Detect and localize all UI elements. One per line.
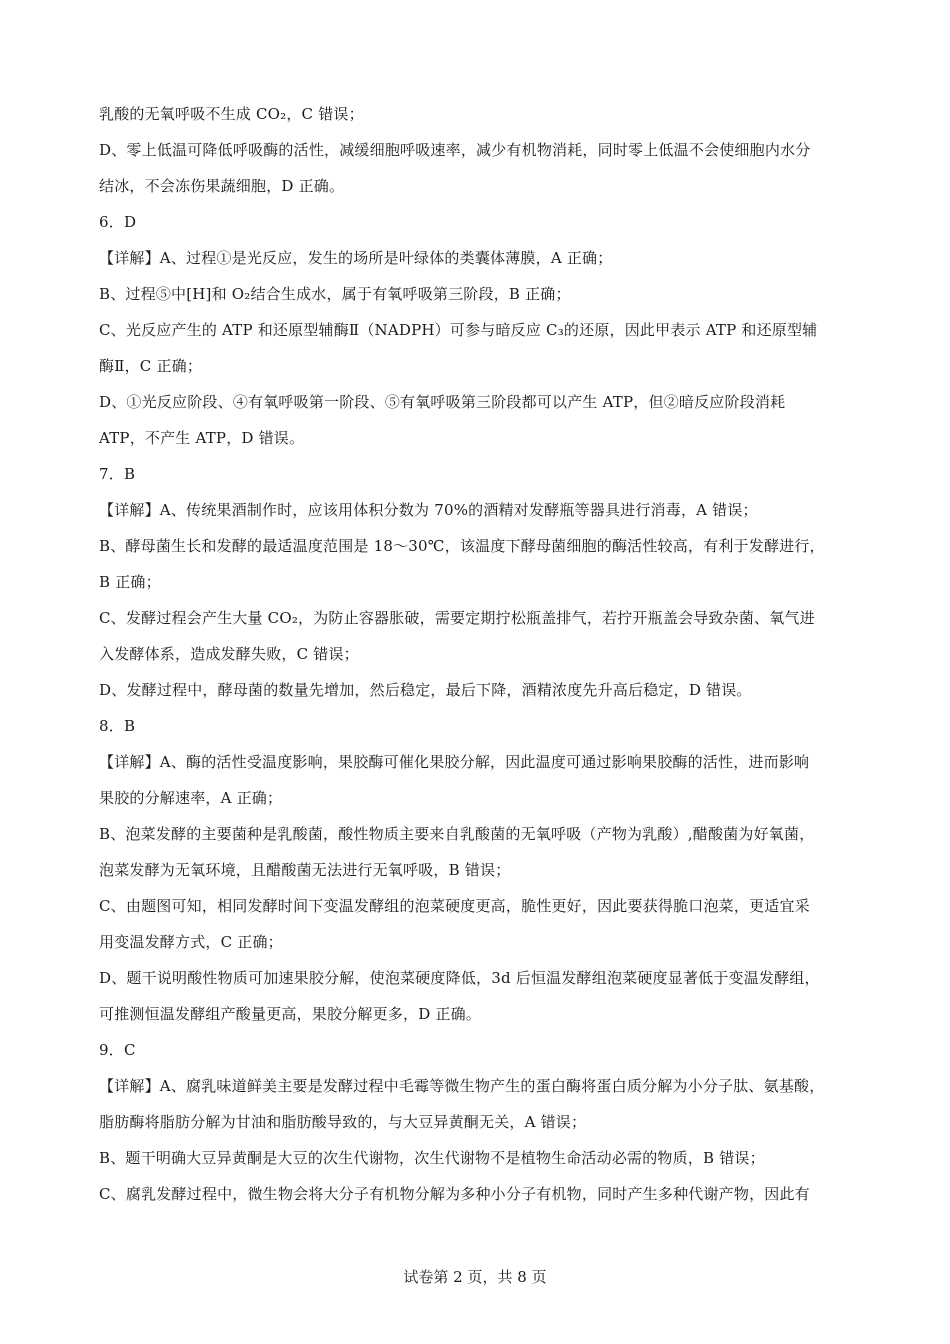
text-line: 乳酸的无氧呼吸不生成 CO₂，C 错误；	[99, 105, 364, 123]
text-line: C、腐乳发酵过程中，微生物会将大分子有机物分解为多种小分子有机物，同时产生多种代谢产物，因此有	[99, 1185, 810, 1203]
text-line: D、①光反应阶段、④有氧呼吸第一阶段、⑤有氧呼吸第三阶段都可以产生 ATP，但②暗反应阶段消耗	[99, 393, 786, 411]
text-line: 酶Ⅱ，C 正确；	[99, 357, 203, 375]
text-line: C、光反应产生的 ATP 和还原型辅酶Ⅱ（NADPH）可参与暗反应 C₃的还原，因此甲表示 ATP 和还原型辅	[99, 321, 818, 339]
text-line: D、零上低温可降低呼吸酶的活性，减缓细胞呼吸速率，减少有机物消耗，同时零上低温不会使细胞内水分	[99, 141, 811, 159]
text-line: 泡菜发酵为无氧环境，且醋酸菌无法进行无氧呼吸，B 错误；	[99, 861, 511, 879]
text-line: 可推测恒温发酵组产酸量更高，果胶分解更多，D 正确。	[99, 1005, 481, 1023]
text-line: 脂肪酶将脂肪分解为甘油和脂肪酸导致的，与大豆异黄酮无关，A 错误；	[99, 1113, 587, 1131]
text-line: 入发酵体系，造成发酵失败，C 错误；	[99, 645, 359, 663]
page-footer: 试卷第 2 页，共 8 页	[403, 1268, 547, 1286]
text-line: B、酵母菌生长和发酵的最适温度范围是 18～30℃，该温度下酵母菌细胞的酶活性较高，有利于发酵进行，	[99, 537, 825, 555]
text-line: B、过程⑤中[H]和 O₂结合生成水，属于有氧呼吸第三阶段，B 正确；	[99, 285, 571, 303]
text-line: C、发酵过程会产生大量 CO₂，为防止容器胀破，需要定期拧松瓶盖排气，若拧开瓶盖会导致杂菌、氧气进	[99, 609, 815, 627]
answer-explanation-text	[99, 96, 859, 1212]
text-line: 【详解】A、腐乳味道鲜美主要是发酵过程中毛霉等微生物产生的蛋白酶将蛋白质分解为小分子肽、氨基酸，	[99, 1077, 825, 1095]
text-line: 9．C	[99, 1041, 136, 1059]
text-line: B 正确；	[99, 573, 161, 591]
text-line: ATP，不产生 ATP，D 错误。	[99, 429, 305, 447]
text-line: 6．D	[99, 213, 137, 231]
text-line: D、发酵过程中，酵母菌的数量先增加，然后稳定，最后下降，酒精浓度先升高后稳定，D 错误。	[99, 681, 752, 699]
text-line: 结冰，不会冻伤果蔬细胞，D 正确。	[99, 177, 345, 195]
text-line: C、由题图可知，相同发酵时间下变温发酵组的泡菜硬度更高，脆性更好，因此要获得脆口泡菜，更适宜采	[99, 897, 810, 915]
text-line: 果胶的分解速率，A 正确；	[99, 789, 283, 807]
text-line: B、题干明确大豆异黄酮是大豆的次生代谢物，次生代谢物不是植物生命活动必需的物质，B 错误；	[99, 1149, 765, 1167]
text-line: 7．B	[99, 465, 136, 483]
text-line: 【详解】A、酶的活性受温度影响，果胶酶可催化果胶分解，因此温度可通过影响果胶酶的活性，进而影响	[99, 753, 810, 771]
text-line: B、泡菜发酵的主要菌种是乳酸菌，酸性物质主要来自乳酸菌的无氧呼吸（产物为乳酸）,醋酸菌为好氧菌，	[99, 825, 815, 843]
text-line: 用变温发酵方式，C 正确；	[99, 933, 283, 951]
text-line: 【详解】A、传统果酒制作时，应该用体积分数为 70%的酒精对发酵瓶等器具进行消毒，A 错误；	[99, 501, 758, 519]
text-line: D、题干说明酸性物质可加速果胶分解，使泡菜硬度降低，3d 后恒温发酵组泡菜硬度显著低于变温发酵组，	[99, 969, 820, 987]
text-line: 【详解】A、过程①是光反应，发生的场所是叶绿体的类囊体薄膜，A 正确；	[99, 249, 613, 267]
text-line: 8．B	[99, 717, 136, 735]
